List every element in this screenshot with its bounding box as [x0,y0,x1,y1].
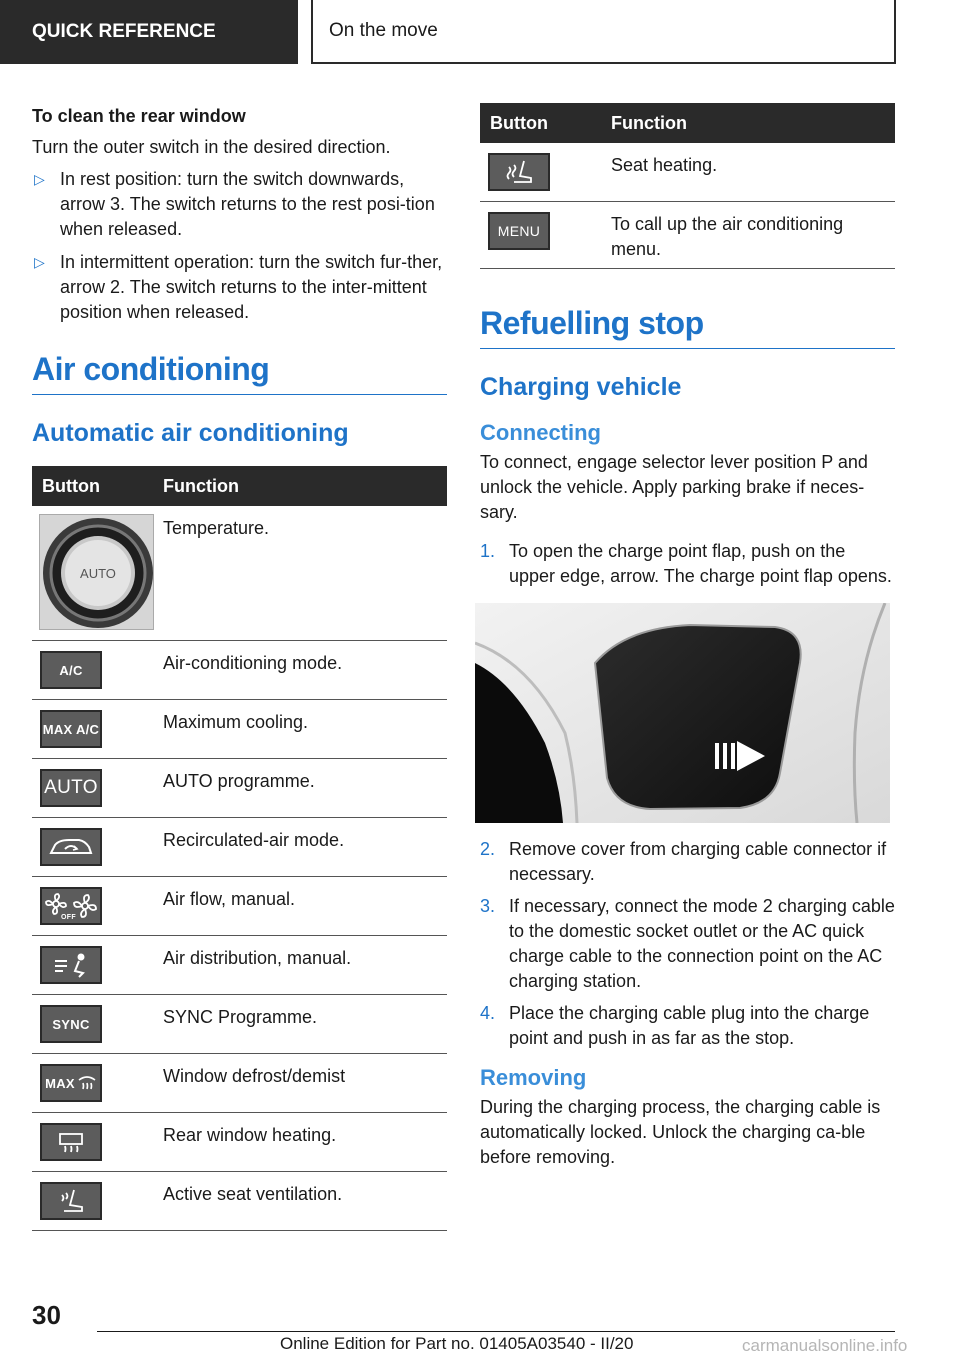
function-cell: Active seat ventilation. [157,1172,447,1231]
table-row [32,1113,447,1172]
heading-charging-vehicle: Charging vehicle [480,373,682,401]
function-cell: Air flow, manual. [157,877,447,936]
table-row [32,1172,447,1231]
window-defrost-icon: MAX [40,1064,102,1102]
page-number: 30 [32,1300,61,1330]
seat-heating-table [480,103,895,269]
table-row [32,1054,447,1113]
column-header-function: Function [157,466,447,506]
table-row [32,936,447,995]
auto-button-icon: AUTO [40,769,102,807]
heading-removing: Removing [480,1065,587,1090]
function-cell: Seat heating. [605,143,895,202]
column-header-function: Function [605,103,895,143]
function-cell: Rear window heating. [157,1113,447,1172]
column-header-button: Button [32,466,157,506]
connecting-steps-b [480,837,895,1051]
rear-window-title: To clean the rear window [32,106,246,126]
watermark-text: carmanualsonline.info [742,1336,908,1355]
heading-connecting: Connecting [480,420,601,445]
recirculation-icon [40,828,102,866]
table-header-row [480,103,895,143]
list-item: 2. Remove cover from charging cable connector if necessary. [480,839,887,884]
footer-divider [97,1331,895,1332]
function-cell: Maximum cooling. [157,700,447,759]
chapter-title: On the move [311,0,896,64]
seat-heating-icon [488,153,550,191]
column-header-button: Button [480,103,605,143]
rear-window-bullets [32,167,447,325]
triangle-bullet-icon: ▷ [34,254,45,270]
table-row [480,143,895,202]
heading-automatic-air-conditioning: Automatic air conditioning [32,419,349,447]
triangle-bullet-icon: ▷ [34,171,45,187]
function-cell: Recirculated-air mode. [157,818,447,877]
list-item: 4. Place the charging cable plug into the charge point and push in as far as the stop. [480,1003,870,1048]
table-row [32,641,447,700]
ac-button-icon: A/C [40,651,102,689]
table-row [32,759,447,818]
heading-air-conditioning: Air conditioning [32,351,447,395]
rear-window-intro: Turn the outer switch in the desired direction. [32,137,391,157]
menu-button-icon: MENU [488,212,550,250]
charge-point-flap-image [475,603,890,823]
function-cell: Window defrost/demist [157,1054,447,1113]
table-row [32,506,447,641]
list-item: ▷ In intermittent operation: turn the switch fur-ther, arrow 2. The switch returns to the inter-mittent position when released. [34,252,443,322]
sync-button-icon: SYNC [40,1005,102,1043]
air-distribution-icon [40,946,102,984]
connecting-intro: To connect, engage selector lever position P and unlock the vehicle. Apply parking brake if neces-sary. [480,452,868,522]
table-row [32,995,447,1054]
seat-ventilation-icon [40,1182,102,1220]
function-cell: Air distribution, manual. [157,936,447,995]
table-header-row [32,466,447,506]
max-ac-button-icon: MAX A/C [40,710,102,748]
removing-text: During the charging process, the charging cable is automatically locked. Unlock the charging ca-ble before removing. [480,1097,881,1167]
table-row [32,700,447,759]
svg-text:OFF: OFF [61,914,76,921]
function-cell: To call up the air conditioning menu. [605,202,895,269]
svg-text:AUTO: AUTO [80,566,116,581]
table-row [32,877,447,936]
air-conditioning-table [32,466,447,1231]
fan-icon [40,887,102,925]
page-header [0,0,960,66]
left-column [32,100,447,1231]
connecting-steps-a [480,539,895,589]
function-cell: Air-conditioning mode. [157,641,447,700]
table-row [480,202,895,269]
function-cell: AUTO programme. [157,759,447,818]
rear-window-heating-icon [40,1123,102,1161]
right-column [480,103,895,1170]
function-cell: SYNC Programme. [157,995,447,1054]
function-cell: Temperature. [157,506,447,641]
list-item: 1. To open the charge point flap, push on the upper edge, arrow. The charge point flap opens. [480,541,892,586]
section-tab: QUICK REFERENCE [0,0,298,64]
temperature-dial-icon [39,514,154,630]
table-row [32,818,447,877]
list-item: ▷ In rest position: turn the switch downwards, arrow 3. The switch returns to the rest posi-tion when released. [34,169,435,239]
heading-refuelling-stop: Refuelling stop [480,305,895,349]
edition-text: Online Edition for Part no. 01405A03540 - II/20 [280,1334,634,1353]
list-item: 3. If necessary, connect the mode 2 charging cable to the domestic socket outlet or the AC quick charge cable to the connection point on the AC charging station. [480,896,895,991]
